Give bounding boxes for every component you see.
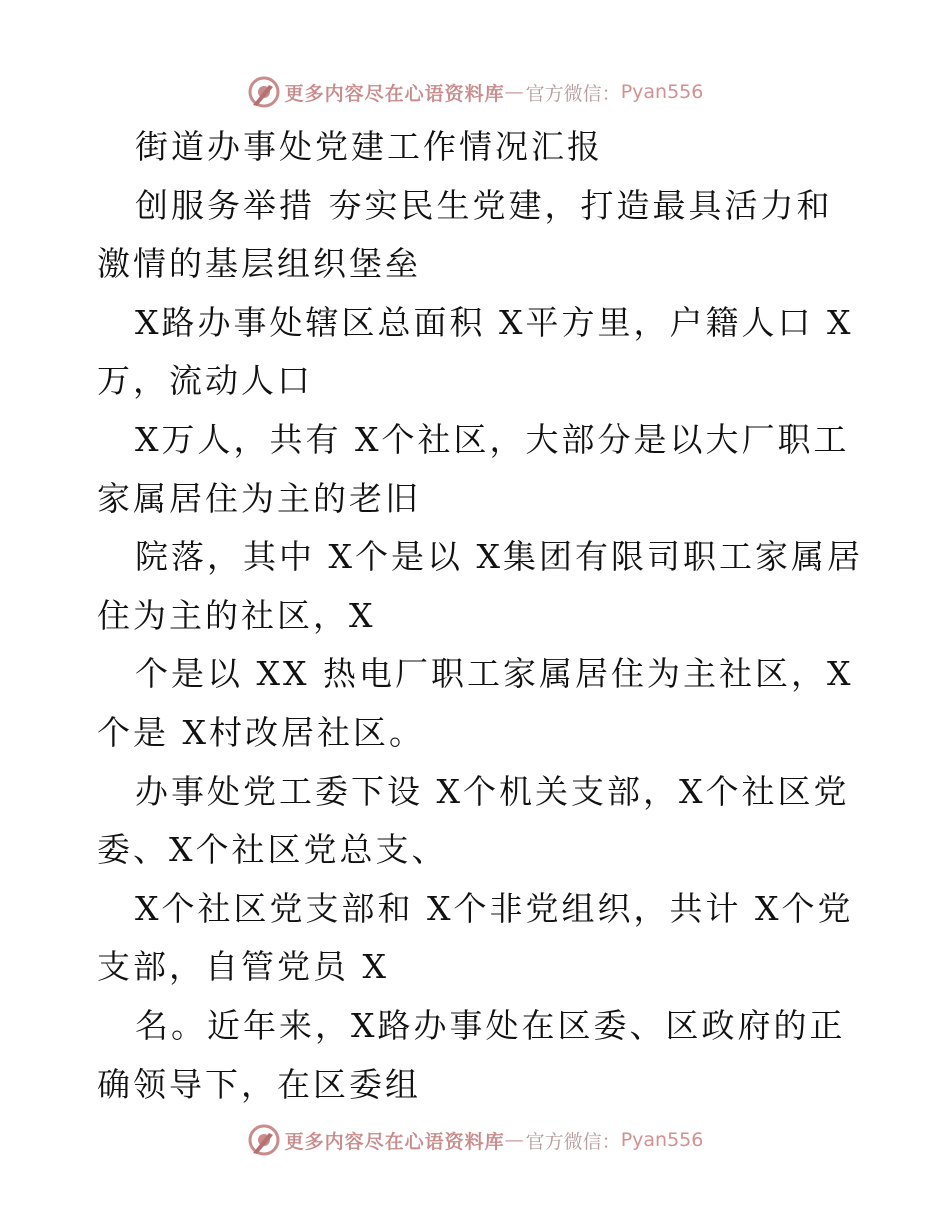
paragraph: 个是以 XX 热电厂职工家属居住为主社区，X个是 X村改居社区。: [97, 654, 854, 752]
paragraph: X个社区党支部和 X个非党组织，共计 X个党支部，自管党员 X: [97, 888, 854, 987]
paragraph: 创服务举措 夯实民生党建，打造最具活力和激情的基层组织堡垒: [97, 185, 833, 284]
watermark-wechat-label: 官方微信：: [525, 82, 621, 105]
paragraph: 名。近年来，X路办事处在区委、区政府的正确领导下，在区委组: [97, 1005, 846, 1104]
paragraph: 院落，其中 X个是以 X集团有限司职工家属居住为主的社区，X: [97, 537, 863, 635]
watermark-dash: —: [504, 1129, 524, 1151]
document-title: 街道办事处党建工作情况汇报: [135, 127, 603, 166]
paragraph: X万人，共有 X个社区，大部分是以大厂职工家属居住为主的老旧: [97, 419, 850, 518]
watermark-text: 更多内容尽在心语资料库: [284, 82, 505, 105]
watermark-dash: —: [504, 81, 524, 103]
document-body: [97, 118, 867, 1114]
watermark-wechat-id: Pyan556: [620, 1129, 704, 1151]
header-watermark: [0, 72, 950, 112]
watermark-wechat-id: Pyan556: [620, 81, 704, 103]
paragraph: 办事处党工委下设 X个机关支部，X个社区党委、X个社区党总支、: [97, 771, 850, 870]
watermark-wechat-label: 官方微信：: [525, 1130, 621, 1153]
footer-watermark: [0, 1120, 950, 1160]
quill-circle-icon: [247, 75, 281, 109]
quill-circle-icon: [247, 1123, 281, 1157]
watermark-text: 更多内容尽在心语资料库: [284, 1130, 505, 1153]
paragraph: X路办事处辖区总面积 X平方里，户籍人口 X 万，流动人口: [97, 302, 854, 401]
